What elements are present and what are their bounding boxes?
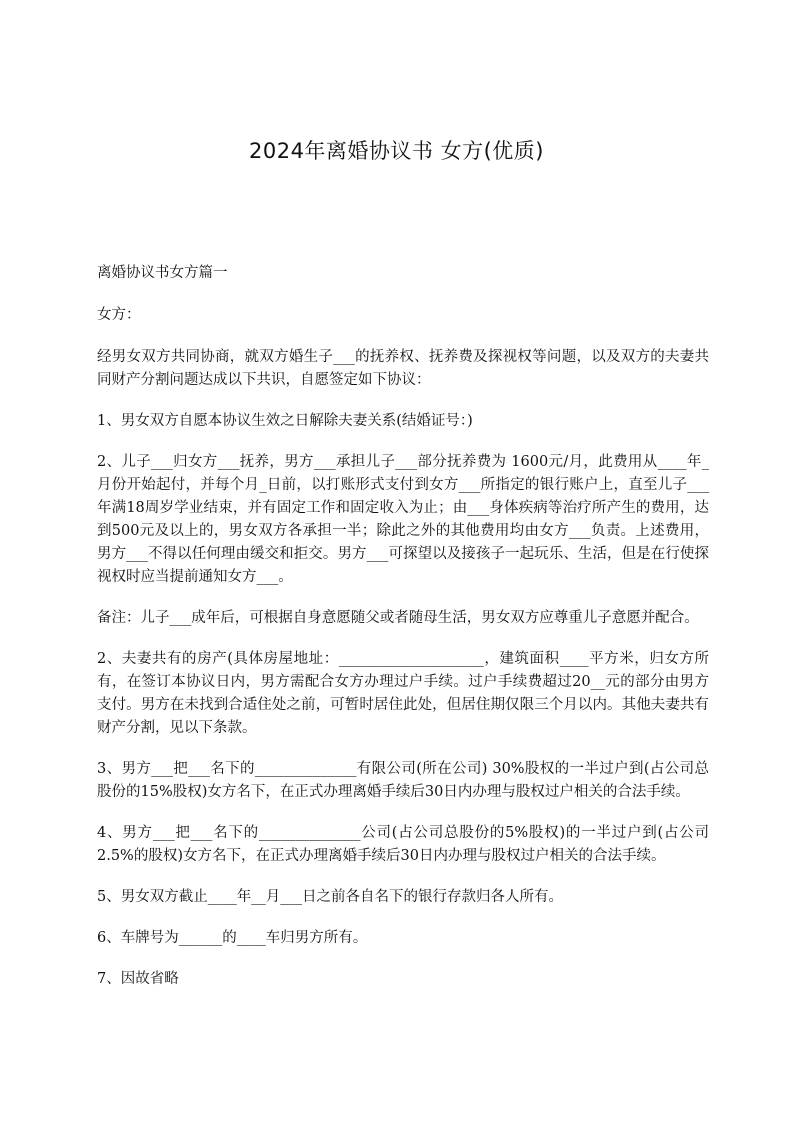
clause-2-custody: 2、儿子___归女方___抚养，男方___承担儿子___部分抚养费为 1600元/月，此费用从____年_月份开始起付，并每个月_日前，以打账形式支付到女方___所指定的银行账户上，直至儿子___年满18周岁学业结束，并有固定工作和固定收入为止；由___身体疾病等治疗所产生的费用，达到500元及以上的，男女双方各承担一半；除此之外的其他费用均由女方___负责。上述费用，男方___不得以任何理由缓交和拒交。男方___可探望以及接孩子一起玩乐、生活，但是在行使探视权时应当提前通知女方___。 bbox=[97, 454, 709, 585]
clause-3: 3、男方___把___名下的______________有限公司(所在公司) 30%股权的一半过户到(占公司总股份的15%股权)女方名下，在正式办理离婚手续后30日内办理与股权过户相关的合法手续。 bbox=[97, 761, 709, 800]
note-paragraph: 备注：儿子___成年后，可根据自身意愿随父或者随母生活，男女双方应尊重儿子意愿并配合。 bbox=[97, 610, 699, 626]
section-heading: 离婚协议书女方篇一 bbox=[97, 265, 228, 281]
clause-5: 5、男女双方截止____年__月___日之前各自名下的银行存款归各人所有。 bbox=[97, 889, 563, 905]
intro-paragraph: 经男女双方共同协商，就双方婚生子___的抚养权、抚养费及探视权等问题，以及双方的夫妻共同财产分割问题达成以下共识，自愿签定如下协议： bbox=[97, 349, 709, 388]
clause-6: 6、车牌号为______的____车归男方所有。 bbox=[97, 930, 368, 946]
clause-1: 1、男女双方自愿本协议生效之日解除夫妻关系(结婚证号：) bbox=[97, 413, 473, 429]
clause-2-property: 2、夫妻共有的房产(具体房屋地址：____________________，建筑面积____平方米，归女方所有，在签订本协议日内，男方需配合女方办理过户手续。过户手续费超过20__元的部分由男方支付。男方在未找到合适住处之前，可暂时居住此处，但居住期仅限三个月以内。其他夫妻共有财产分割，见以下条款。 bbox=[97, 651, 709, 736]
document-title: 2024年离婚协议书 女方(优质) bbox=[248, 139, 544, 163]
party-label: 女方： bbox=[97, 307, 141, 323]
document-body bbox=[97, 262, 709, 1009]
clause-4: 4、男方___把___名下的______________公司(占公司总股份的5%股权)的一半过户到(占公司2.5%的股权)女方名下，在正式办理离婚手续后30日内办理与股权过户相关的合法手续。 bbox=[97, 825, 709, 864]
clause-7: 7、因故省略 bbox=[97, 971, 179, 987]
